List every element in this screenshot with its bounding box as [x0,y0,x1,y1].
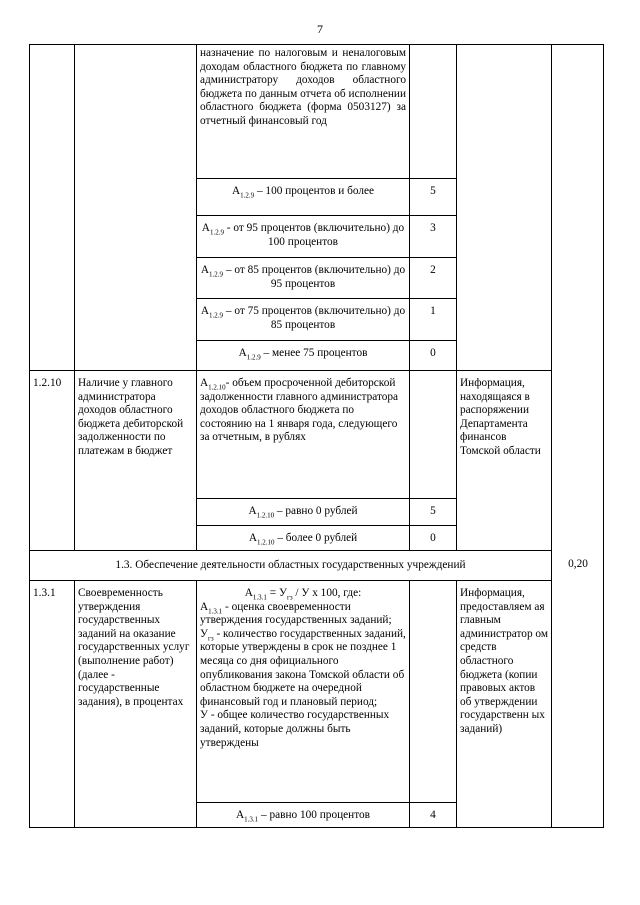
table-row [30,581,604,803]
score-points: 0 [410,526,457,551]
formula-definition: У - общее количество государственных заданий, которые должны быть утверждены [200,709,390,749]
score-condition: $А_{1.3.1}$ – равно 100 процентов [197,803,410,828]
score-points: 0 [410,341,457,371]
information-source: Информация, находящаяся в распоряжении Департамента финансов Томской области [457,371,552,551]
section-heading: 1.3. Обеспечение деятельности областных государственных учреждений [30,551,552,581]
formula-main: $А_{1.3.1} = У_{гз} / У$ х 100, где: [244,587,362,602]
criterion-number: 1.2.10 [30,371,75,551]
score-condition: $А_{1.2.9}$ – от 85 процентов (включительно) до 95 процентов [197,258,410,299]
formula-definition: $А_{1.3.1}$ - оценка своевременности утверждения государственных заданий; [200,600,392,627]
page-number: 7 [317,22,323,36]
score-points: 2 [410,258,457,299]
name-cell [75,45,197,371]
criteria-table [29,44,604,828]
source-cell [457,45,552,371]
score-points: 4 [410,803,457,828]
criterion-name: Наличие у главного администратора доходов областного бюджета дебиторской задолженности по платежам в бюджет [75,371,197,551]
table-row [30,371,604,499]
formula-description [197,581,410,803]
table-row [30,45,604,179]
weight-cell [552,45,604,828]
score-condition: $А_{1.2.10}$ – равно 0 рублей [197,499,410,526]
num-cell [30,45,75,371]
formula-description: $А_{1.2.10}-$ объем просроченной дебиторской задолженности главного администратора доходов областного бюджета по состоянию на 1 января года, следующего за отчетным, в рублях [197,371,410,499]
section-weight: 0,20 [568,558,588,570]
points-cell [410,581,457,803]
table-row [30,551,604,581]
criterion-number: 1.3.1 [30,581,75,828]
score-points: 1 [410,299,457,341]
score-condition: $А_{1.2.9} - 100$ процентов и более [197,179,410,216]
criterion-name: Своевременность утверждения государственных заданий на оказание государственных услуг (выполнение работ) (далее - государственные задания), в процентах [75,581,197,828]
score-condition: $А_{1.2.9}$ - от 95 процентов (включительно) до 100 процентов [197,216,410,258]
score-points: 5 [410,499,457,526]
score-points: 5 [410,179,457,216]
score-condition: $А_{1.2.9}$ – менее 75 процентов [197,341,410,371]
formula-definition: $У_{гз}$ - количество государственных заданий, которые утверждены в срок не позднее 1 месяца со дня официального опубликования закона Томской области об областном бюджете на очередной финансовый год и плановый период; [200,627,406,708]
points-cell [410,371,457,499]
information-source: Информация, предоставляем ая главным администратор ом средств областного бюджета (копии правовых актов об утверждении государственн ых заданий) [457,581,552,828]
score-points: 3 [410,216,457,258]
points-cell [410,45,457,179]
score-condition: $А_{1.2.10}$ – более 0 рублей [197,526,410,551]
score-condition: $А_{1.2.9}$ – от 75 процентов (включительно) до 85 процентов [197,299,410,341]
formula-description: назначение по налоговым и неналоговым доходам областного бюджета по главному администратору доходов областного бюджета по данным отчета об исполнении областного бюджета (форма 0503127) за отчетный финансовый год [197,45,410,179]
